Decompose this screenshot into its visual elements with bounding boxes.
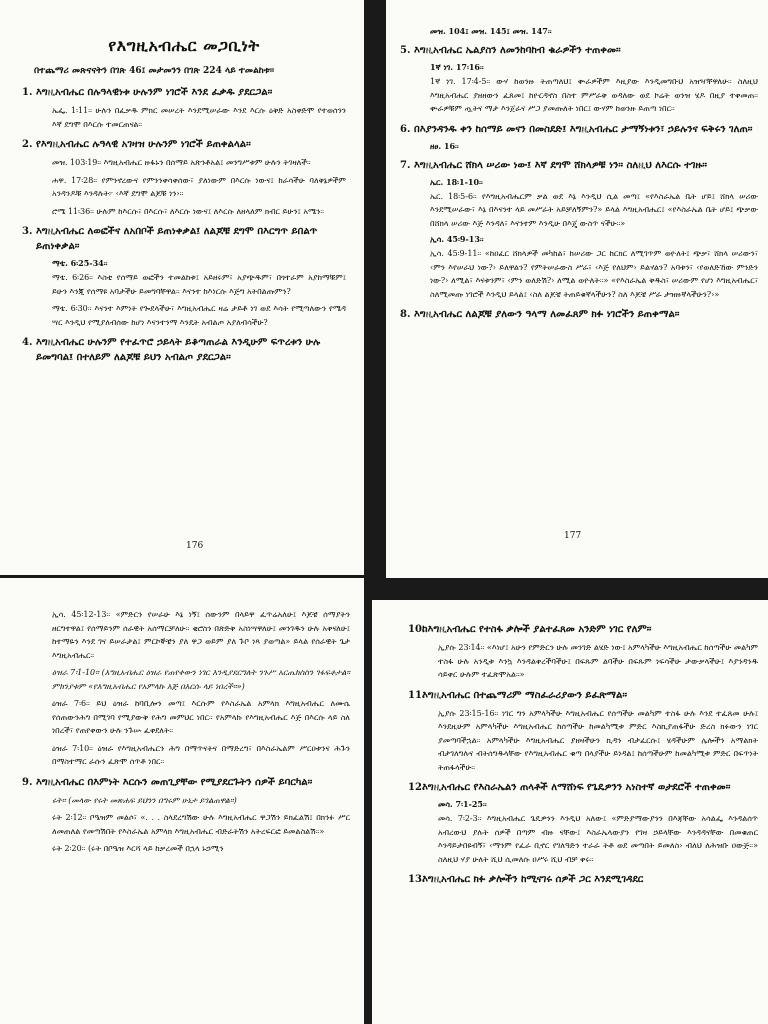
verse-text: ዕዝራ 7፡10። ዕዝራ የእግዚአብሔርን ሕግ በማጥናትና በማድረግ፣ በእስራኤልም ሥርዐቱንና ሕጉን በማስተማር ራሱን ፈጽሞ ሰጥቶ ነበር። (52, 743, 350, 766)
item-heading-text: እግዚአብሔር ሁሉንም የተፈጥሮ ኃይላት ይቆጣጠራል እንዲሁም ፍጥረቱን ሁሉ ይመግባል፤ በተለይም ለልጆቹ ይህን አብልጦ ያደርጋል። (36, 337, 321, 363)
item-number: 5. (400, 45, 411, 56)
verse-text: ማቴ. 6፡26። እስቲ የሰማይ ወፎችን ተመልከቱ፤ አይዘሩም፣ አያጭዱም፣ በጎተራም አያከማቹም፤ ይሁን እንጂ የሰማዩ አባታችሁ ይመግባቸዋል። እናንተ ከእነርሱ እጅግ አትበልጡምን? (52, 273, 346, 296)
item-heading (408, 622, 758, 637)
item-heading-text: እግዚአብሔር በሉዓላዊነቱ ሁሉንም ነገሮች እንደ ፈቃዱ ያደርጋል። (36, 87, 273, 98)
item-heading (408, 872, 758, 887)
item-heading (408, 688, 758, 703)
verse-text: ሮሜ 11፡36። ሁሉም ከእርሱ፣ በእርሱ፣ ለእርሱ ነውና፤ ለእርሱ ለዘላለም ክብር ይሁን፤ አሜን። (52, 206, 325, 216)
verse-text: መሳ. 7፡2-3። እግዚአብሔር ጌዴዎንን እንዲህ አለው፤ «ምድያማውያንን በእጃቸው አሳልፌ እንዳልሰጥ አብረውህ ያሉት ሰዎች በጣም ብዙ ናቸው፤ እስራኤላውያን የገዛ ኃይላቸው እንዳዳናቸው በመቁጠር እንዳይታበዩብኝ፣ ‹ማንም የፈራ ቢኖር የገለዓድን ተራራ ትቶ ወደ መጣበት ይመለስ› ብለህ ለሕዝቡ ዐውጅ።» ስለዚህ ሃያ ሁለት ሺህ ሲመለሱ ዐሥሩ ሺህ ብቻ ቀሩ። (438, 814, 758, 864)
page-176 (0, 0, 364, 575)
item-heading (400, 158, 758, 173)
item-heading-text: እግዚአብሔር ክፉ ቃሎችን ከሚናገሩ ሰዎች ጋር እንደሚገዳደር (422, 874, 644, 885)
page-number: 177 (564, 531, 582, 541)
verse-reference: ኢሳ. 45፡9-13። (430, 234, 484, 244)
item-heading-text: እግዚአብሔር ሸክላ ሠሪው ነው፤ እኛ ደግሞ ሸክላዎቹ ነን። ስለዚህ ለእርሱ ተገዙ። (414, 159, 708, 171)
item-heading (400, 43, 758, 58)
item-number: 7. (400, 159, 411, 171)
item-list (408, 622, 758, 887)
item-number: 1. (22, 87, 33, 98)
item-list (22, 85, 346, 365)
item-heading-text: እግዚአብሔር በእምነት እርሱን መጠጊያቸው የሚያደርጉትን ሰዎች ይባርካል። (36, 776, 313, 788)
page-178 (0, 578, 364, 1024)
item-number: 4. (22, 337, 33, 348)
verse-text: ሩት 2፡20። (ሩት በቦዔዝ እርሻ ላይ ከቃረመች በኋላ ኑኃሚን (52, 844, 224, 853)
verse-reference: ዘፀ. 16። (430, 140, 459, 151)
verse-text: ኢያሱ 23፡14። «እነሆ፤ አሁን የምድርን ሁሉ መንገድ ልሄድ ነው፤ አምላካችሁ እግዚአብሔር ከሰጣችሁ መልካም ተስፋ ሁሉ አንዲቱ እንኳ እንዳልቀረችባችሁ፤ በፍጹም ልባችሁ በፍጹም ነፍሳችሁ ታውቃላችሁ፤ እያንዳንዱ ሳይቀር ሁሉም ተፈጽሞአል።» (438, 643, 758, 679)
continued-verses (22, 608, 350, 769)
verse-text: መዝ. 103፡19። እግዚአብሔር ዙፋኑን በሰማይ አጽንቶአል፤ መንግሥቱም ሁሉን ትገዛለች። (52, 158, 311, 167)
item-heading (22, 775, 350, 790)
item-heading (22, 335, 346, 365)
page-number: 176 (186, 541, 204, 551)
item-number: 9. (22, 776, 33, 788)
item-heading (22, 224, 346, 254)
page-177 (386, 0, 768, 578)
page-title: የእግዚአብሔር መጋቢነት (108, 36, 260, 55)
verse-text: ኢሳ. 45፡12-13። «ምድርን የሠራሁ እኔ ነኝ፤ ሰውንም በላይዋ ፈጥሬአለሁ፤ እጆቼ ሰማያትን ዘርግተዋል፤ የሰማይንም ሰራዊት አሰማርቻለሁ። ቂሮስን በጽድቅ አስነሣዋለሁ፤ መንገዱን ሁሉ አቀናለሁ፤ ከተማዬን እንደ ገና ይሠራታል፤ ምርኮኞቼን ያለ ዋጋ ወይም ያለ ጉቦ ነጻ ያወጣል» ይላል የሰራዊት ጌታ እግዚአብሔር። (52, 610, 350, 660)
verse-text: ዕዝራ 7፡6። ይህ ዕዝራ ከባቢሎን መጣ፤ እርሱም የእስራኤል አምላክ እግዚአብሔር ለሙሴ የሰጠውንሕግ በሚገባ የሚያውቅ የሕግ መምህር ነበር። የአምላኩ የእግዚአብሔር እጅ በእርሱ ላይ ስለ ነበረች፣ የጠየቀውን ሁሉ ንጉሡ ፈቀደለት። (52, 699, 350, 735)
item-heading (22, 137, 346, 152)
item-number: 10. (408, 624, 426, 635)
item-heading-text: እግዚአብሔር ለልጆቹ ያለውን ዓላማ ለመፈጸም ክፉ ነገሮችን ይጠቀማል። (414, 309, 680, 320)
intro-text: በተጨማሪ መጽናናትን በገጽ 46፤ መታመንን በገጽ 224 ላይ ተመልከቱ። (34, 66, 275, 76)
item-number: 11. (408, 689, 426, 701)
verse-text: ሩት። (መላው የሩት መጽሐፍ ይህንን በግሩም ሁኔታ ይገልጠዋል።) (52, 795, 237, 805)
verse-text: ሐዋ. 17፡28። የምንኖረውና የምንንቀሳቀሰው፣ ያለነውም በእርሱ ነውና፤ ከራሳችሁ ባለቅኔዎችም አንዳንዶቹ እንዳሉት፦ ‹እኛ ደግሞ ልጆቹ ነን›። (52, 175, 346, 198)
item-number: 6. (400, 123, 411, 135)
verse-text: ማቴ. 6፡30። እናንተ እምነት የጐደላችሁ፣ እግዚአብሔር ዛሬ ታይቶ ነገ ወደ እሳት የሚጣለውን የሜዳ ሣር እንዲህ የሚያለብሰው ከሆነ እናንተንማ እንዴት አብልጦ አያለብሳችሁ? (52, 304, 346, 327)
item-heading-text: እግዚአብሔር ለወፎችና ለአበቦች ይጠነቀቃል፤ ለልጆቹ ደግሞ በእርግጥ ይበልጥ ይጠነቀቃል። (36, 226, 318, 252)
verse-text: ሩት 2፡12። ቦዔዝም መልሶ፣ «. . . ስላደረግሽው ሁሉ እግዚአብሔር ዋጋሽን ይክፈልሽ፤ በክንፉ ሥር ለመጠለል የመጣሽበት የእስራኤል አምላክ እግዚአብሔር ብድራትሽን አትረፍርፎ ይመልስልሽ።» (52, 813, 350, 836)
verse-text: 1ኛ ነገ. 17፡4-5። ውሃ ከወንዙ ትጠጣለህ፤ ቍራዎችም እዚያው እንዲመግቡህ አዝዣቸዋለሁ። ስለዚህ እግዚአብሔር ያዘዘውን ፈጸመ፤ ከዮርዳኖስ በስተ ምሥራቅ ወዳለው ወደ ኮሬት ወንዝ ሄዶ በዚያ ተቀመጠ። ቍራዎቹም ጧትና ማታ እንጀራና ሥጋ ያመጡለት ነበር፤ ውሃም ከወንዙ ይጠጣ ነበር። (430, 77, 758, 113)
verse-reference: መሳ. 7፡1-25። (438, 799, 487, 809)
item-heading-text: ከእግዚአብሔር የተስፋ ቃሎች ያልተፈጸመ አንድም ነገር የለም። (422, 624, 652, 635)
item-heading-text: የእግዚአብሔር ሉዓላዊ አገዛዝ ሁሉንም ነገሮች ይጠቀልላል። (36, 139, 251, 150)
item-heading (400, 122, 758, 137)
item-list (22, 775, 350, 856)
verse-text: ኢሳ. 45፡9-11። «ከዐፈር ሸክላዎች መካከል፣ ከሠሪው ጋር ከርክር ለሚገጥም ወዮለት፤ ጭቃ፣ ሸክላ ሠሪውን፣ ‹ምን እየሠራህ ነው?› ይለዋልን? የምትሠራውስ ሥራ፣ ‹እጅ የለህም› ይልሃልን? አባቱን፣ ‹የወለድኸው ምንድን ነው?› ለሚል፣ እናቱንም፣ ‹ምን ወለድሽ?› ለሚል ወዮለት።» «የእስራኤል ቅዱስ፣ ሠሪውም የሆነ እግዚአብሔር፣ ስለሚመጡ ነገሮች እንዲህ ይላል፤ ‹ስለ ልጆቼ ትጠይቁኛላችሁን? ስለ እጆቼ ሥራ ታዝዙኛላችሁን?›» (430, 249, 758, 299)
item-heading-text: እግዚአብሔር የእስራኤልን ጠላቶች ለማሸነፍ የጌዴዎንን አነስተኛ ወታደሮች ተጠቀመ። (422, 782, 731, 793)
page-179 (372, 600, 768, 1024)
verse-text: ኤፌ. 1፡11። ሁሉን በፈቃዱ ምክር መሠረት እንደሚሠራው እንደ እርሱ ዕቅድ አስቀድሞ የተወሰንን እኛ ደግሞ በእርሱ ተመርጠናል። (52, 106, 346, 129)
verse-reference: 1ኛ ነገ. 17፡16። (430, 62, 484, 72)
item-heading (408, 780, 758, 795)
item-heading-text: በእያንዳንዱ ቀን ከሰማይ መናን በመስደድ፤ እግዚአብሔር ታማኝነቱን፣ ኃይሉንና ፍቅሩን ገለጠ። (414, 123, 753, 135)
item-heading-text: እግዚአብሔር በተጨማሪም ማስፈራሪያውን ይፈጽማል። (422, 689, 628, 701)
verse-text: ኤር. 18፡5-6። የእግዚአብሔርም ቃል ወደ እኔ እንዲህ ሲል መጣ፤ «የእስራኤል ቤት ሆይ፤ ሸክላ ሠሪው እንደሚሠራው፣ እኔ በእናንተ ላይ መሥራት አይቻለኝምን?» ይላል እግዚአብሔር፤ «የእስራኤል ቤት ሆይ፤ ጭቃው በሸክላ ሠሪው እጅ እንዳለ፣ እናንተም እንዲሁ በእጄ ውስጥ ናችሁ።» (430, 191, 758, 228)
verse-text: ኢያሱ 23፡15-16። ነገር ግን አምላካችሁ እግዚአብሔር የሰጣችሁ መልካም ተስፋ ሁሉ እንደ ተፈጸመ ሁሉ፤ እንደዚሁም አምላካችሁ እግዚአብሔር ከሰጣችሁ ከመልካሚቱ ምድር እስኪያጠፋችሁ ድረስ ክፉውን ነገር ያመጣባችኋል። አምላካችሁ እግዚአብሔር ያዘዛችሁን ኪዳን ብታፈርሱ፤ ሄዳችሁም ሌሎችን አማልክት ብታገለግሉና ብትሰግዱላቸው የእግዚአብሔር ቁጣ በላያችሁ ይነዳል፤ ከሰጣችሁም ከመልካሚቱ ምድር በፍጥነት ትጠፋላችሁ። (438, 708, 758, 772)
item-number: 8. (400, 309, 411, 320)
verse-reference: ማቴ. 6፡25-34። (52, 258, 108, 268)
item-heading (400, 307, 758, 322)
top-reference-line: መዝ. 104፤ መዝ. 145፤ መዝ. 147። (430, 26, 552, 36)
verse-reference: ኤር. 18፡1-10። (430, 176, 483, 187)
verse-text: ዕዝራ 7፡1-10። (እግዚአብሔር ዕዝራ የጠየቀውን ነገር እንዲያደርግለት ንጉሥ አርጤክስስን ገፋፍቶታል። ምክንያቱም «የእግዚአብሔር የአምላኩ እጅ በእርሱ ላይ ነበረች።») (52, 668, 350, 691)
item-number: 2. (22, 139, 33, 150)
item-number: 12. (408, 782, 426, 793)
item-number: 3. (22, 226, 33, 237)
item-number: 13. (408, 874, 426, 885)
item-heading-text: እግዚአብሔር ኤልያስን ለመንከባከብ ቁራዎችን ተጠቀመ። (414, 45, 621, 56)
item-list (400, 43, 758, 322)
item-heading (22, 85, 346, 100)
